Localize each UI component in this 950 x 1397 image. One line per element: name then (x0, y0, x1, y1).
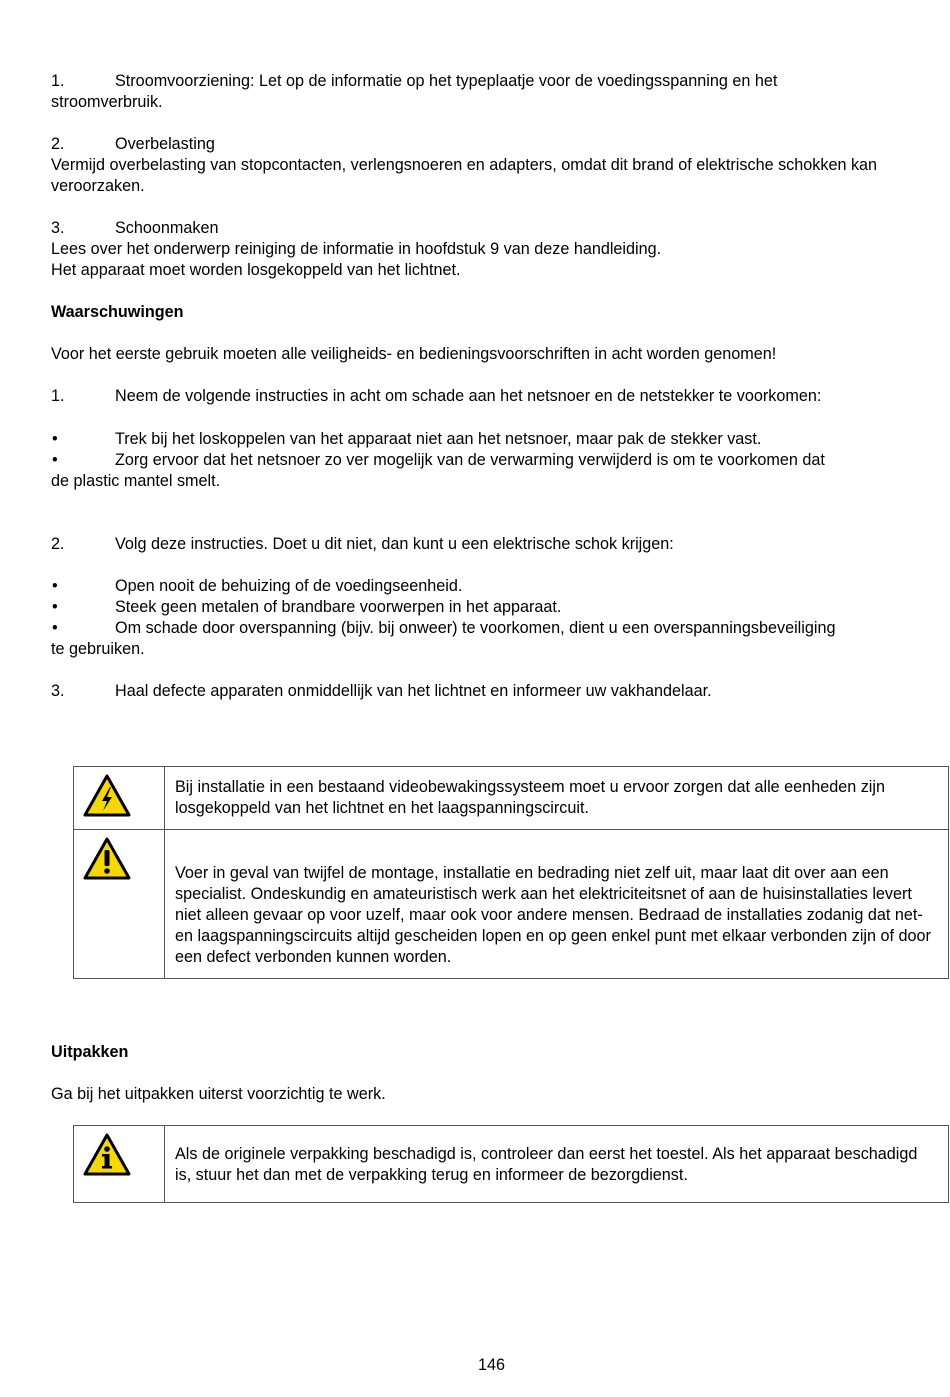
item-number: 2. (51, 135, 65, 153)
bullet-text: Open nooit de behuizing of de voedingseenheid. (115, 577, 463, 595)
bullet-text: Trek bij het loskoppelen van het apparaat niet aan het netsnoer, maar pak de stekker vast. (115, 430, 762, 448)
bullet-item (51, 576, 931, 597)
item-text: Haal defecte apparaten onmiddellijk van het lichtnet en informeer uw vakhandelaar. (115, 682, 712, 700)
caution-notice-text: Voer in geval van twijfel de montage, installatie en bedrading niet zelf uit, maar laat dit over aan een specialist. Ondeskundig en amateuristisch werk aan het elektriciteitsnet of aan de huisinstallaties levert niet alleen gevaar op voor uzelf, maar ook voor andere mensen. Bedraad de installaties zodanig dat net- en laagspanningscircuits altijd gescheiden lopen en op geen enkel punt met elkaar verbonden zijn of door een defect verbonden kunnen worden. (165, 830, 949, 979)
safety-item-3 (51, 218, 931, 239)
safety-item-1-cont: stroomverbruik. (51, 93, 163, 111)
electrical-notice-row (74, 767, 949, 830)
item-text: Stroomvoorziening: Let op de informatie op het typeplaatje voor de voedingsspanning en het (115, 72, 778, 90)
unpacking-heading: Uitpakken (51, 1043, 129, 1061)
page-body (51, 71, 931, 702)
information-warning-icon (83, 1133, 131, 1177)
bullet-text-cont: de plastic mantel smelt. (51, 472, 221, 490)
warning-1 (51, 386, 931, 407)
item-number: 3. (51, 219, 65, 237)
unpacking-intro: Ga bij het uitpakken uiterst voorzichtig te werk. (51, 1085, 386, 1103)
info-notice-row (74, 1126, 949, 1203)
page-number: 146 (477, 1356, 505, 1374)
item-text: Volg deze instructies. Doet u dit niet, dan kunt u een elektrische schok krijgen: (115, 535, 674, 553)
item-number: 2. (51, 535, 65, 553)
electrical-notice-text: Bij installatie in een bestaand videobewakingssysteem moet u ervoor zorgen dat alle eenheden zijn losgekoppeld van het lichtnet en het laagspanningscircuit. (165, 767, 949, 830)
warnings-intro: Voor het eerste gebruik moeten alle veiligheids- en bedieningsvoorschriften in acht worden genomen! (51, 345, 777, 363)
bullet-icon: • (52, 451, 58, 469)
bullet-item (51, 597, 931, 618)
bullet-item (51, 429, 931, 450)
installation-notice-table (73, 766, 949, 979)
safety-item-1 (51, 71, 931, 92)
bullet-text: Om schade door overspanning (bijv. bij onweer) te voorkomen, dient u een overspanningsbeveiliging (115, 619, 836, 637)
info-notice-text: Als de originele verpakking beschadigd is, controleer dan eerst het toestel. Als het apparaat beschadigd is, stuur het dan met de verpakking terug en informeer de bezorgdienst. (165, 1126, 949, 1203)
item-text: Neem de volgende instructies in acht om schade aan het netsnoer en de netstekker te voorkomen: (115, 387, 822, 405)
warning-3 (51, 681, 931, 702)
safety-item-2-body: Vermijd overbelasting van stopcontacten, verlengsnoeren en adapters, omdat dit brand of elektrische schokken kan veroorzaken. (51, 156, 878, 195)
safety-item-2 (51, 134, 931, 155)
bullet-text: Steek geen metalen of brandbare voorwerpen in het apparaat. (115, 598, 562, 616)
item-title: Overbelasting (115, 135, 215, 153)
exclamation-warning-icon (83, 837, 131, 881)
unpacking-notice-table (73, 1125, 949, 1203)
item-number: 3. (51, 682, 65, 700)
warning-2 (51, 534, 931, 555)
item-title: Schoonmaken (115, 219, 219, 237)
bullet-text: Zorg ervoor dat het netsnoer zo ver mogelijk van de verwarming verwijderd is om te voorkomen dat (115, 451, 825, 469)
bullet-icon: • (52, 577, 58, 595)
high-voltage-warning-icon (83, 774, 131, 818)
safety-item-3-body-2: Het apparaat moet worden losgekoppeld van het lichtnet. (51, 261, 461, 279)
safety-item-3-body-1: Lees over het onderwerp reiniging de informatie in hoofdstuk 9 van deze handleiding. (51, 240, 662, 258)
bullet-item (51, 450, 931, 471)
bullet-icon: • (52, 430, 58, 448)
item-number: 1. (51, 387, 65, 405)
bullet-item (51, 618, 931, 639)
bullet-icon: • (52, 619, 58, 637)
bullet-text-cont: te gebruiken. (51, 640, 145, 658)
caution-notice-row (74, 830, 949, 979)
warnings-heading: Waarschuwingen (51, 303, 184, 321)
item-number: 1. (51, 72, 65, 90)
bullet-icon: • (52, 598, 58, 616)
